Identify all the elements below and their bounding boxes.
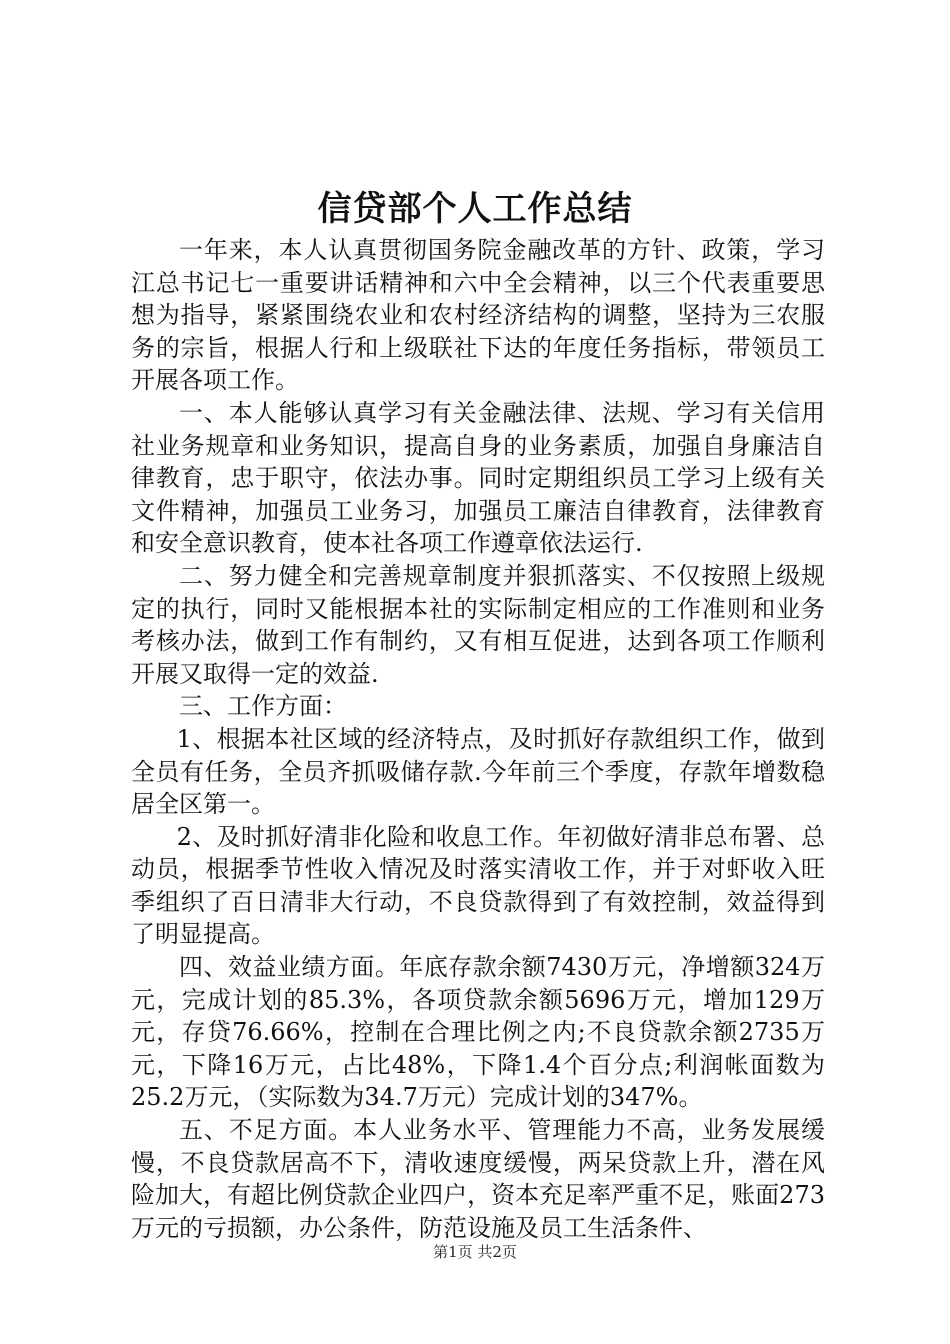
paragraph-section-2: 二、努力健全和完善规章制度并狠抓落实、不仅按照上级规定的执行，同时又能根据本社的实际制定相应的工作准则和业务考核办法，做到工作有制约，又有相互促进，达到各项工作顺利开展又取得一定的效益. [131, 561, 825, 688]
document-body [131, 234, 825, 1244]
paragraph-section-5: 五、不足方面。本人业务水平、管理能力不高，业务发展缓慢，不良贷款居高不下，清收速度缓慢，两呆贷款上升，潜在风险加大，有超比例贷款企业四户，资本充足率严重不足，账面273万元的亏损额，办公条件，防范设施及员工生活条件、 [131, 1116, 825, 1242]
paragraph-section-3-heading: 三、工作方面： [179, 692, 347, 721]
paragraph-item-2: 2、及时抓好清非化险和收息工作。年初做好清非总布署、总动员，根据季节性收入情况及时落实清收工作，并于对虾收入旺季组织了百日清非大行动，不良贷款得到了有效控制，效益得到了明显提高。 [131, 822, 825, 949]
paragraph-item-1: 1、根据本社区域的经济特点，及时抓好存款组织工作，做到全员有任务，全员齐抓吸储存款.今年前三个季度，存款年增数稳居全区第一。 [131, 724, 825, 819]
paragraph-section-1: 一、本人能够认真学习有关金融法律、法规、学习有关信用社业务规章和业务知识，提高自身的业务素质，加强自身廉洁自律教育，忠于职守，依法办事。同时定期组织员工学习上级有关文件精神，加强员工业务习，加强员工廉洁自律教育，法律教育和安全意识教育，使本社各项工作遵章依法运行. [131, 398, 825, 558]
paragraph-section-4: 四、效益业绩方面。年底存款余额7430万元，净增额324万元，完成计划的85.3%，各项贷款余额5696万元，增加129万元，存贷76.66%，控制在合理比例之内;不良贷款余额2735万元，下降16万元，占比48%，下降1.4个百分点;利润帐面数为25.2万元，（实际数为34.7万元）完成计划的347%。 [131, 953, 825, 1112]
page-footer: 第1页 共2页 [433, 1243, 517, 1261]
paragraph-intro: 一年来，本人认真贯彻国务院金融改革的方针、政策，学习江总书记七一重要讲话精神和六中全会精神，以三个代表重要思想为指导，紧紧围绕农业和农村经济结构的调整，坚持为三农服务的宗旨，根据人行和上级联社下达的年度任务指标，带领员工开展各项工作。 [131, 236, 825, 395]
page-title: 信贷部个人工作总结 [317, 189, 633, 229]
